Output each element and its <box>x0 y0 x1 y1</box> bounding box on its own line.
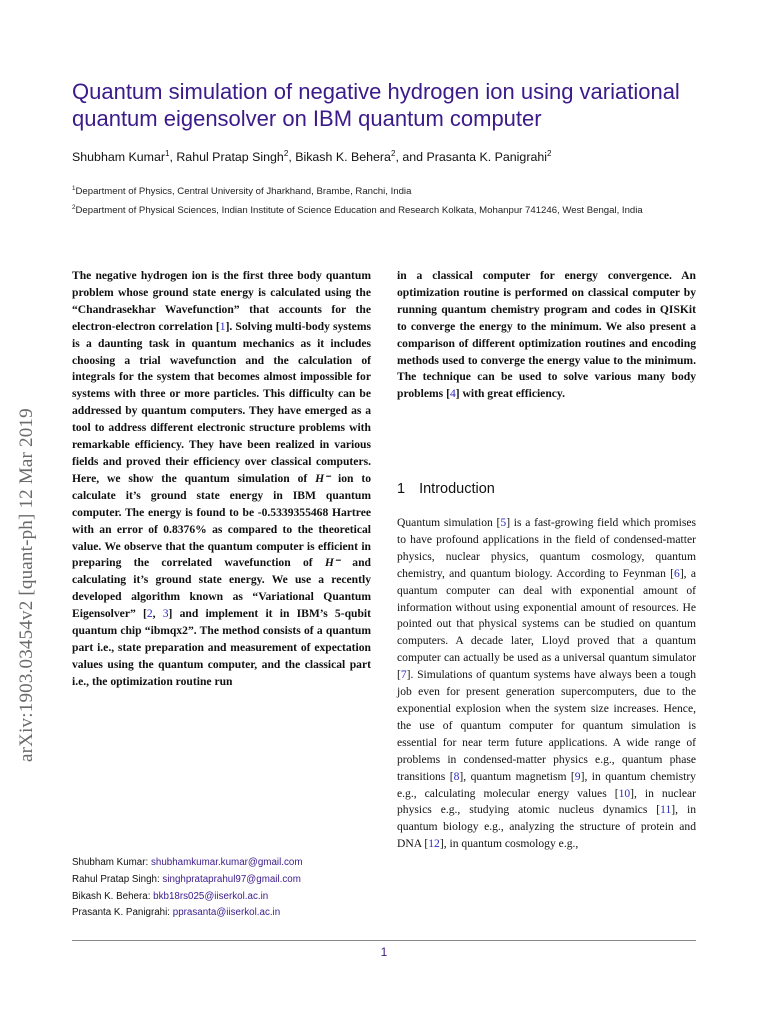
abstract-text: ] and implement it in IBM’s 5-qubit quantum chip “ibmqx2”. The method consists of a quantum part i.e., state preparation and measurement of expectation values using the quantum computer, and the classical part i.e., the optimization routine run <box>72 607 371 688</box>
email-link[interactable]: shubhamkumar.kumar@gmail.com <box>150 857 303 868</box>
citation-link[interactable]: 12 <box>428 837 440 851</box>
contact-name: Shubham Kumar: <box>72 857 149 868</box>
citation-link[interactable]: 1 <box>219 319 226 333</box>
body-text: ], in quantum biology e.g., analyzing the structure of protein and DNA [ <box>397 803 696 851</box>
contact-name: Bikash K. Behera: <box>72 890 151 902</box>
author-affil-marker: 2 <box>283 149 289 158</box>
affiliation-marker: 1 <box>72 185 76 192</box>
section-number: 1 <box>397 481 406 497</box>
email-link[interactable]: singhprataprahul97@gmail.com <box>162 873 301 885</box>
author-affil-marker: 1 <box>164 149 170 158</box>
citation-link[interactable]: 3 <box>162 607 169 621</box>
citation-link[interactable]: 5 <box>500 516 507 529</box>
abstract-right <box>397 268 696 403</box>
paper-title: Quantum simulation of negative hydrogen ion using variational quantum eigensolver on IBM quantum computer <box>72 79 680 131</box>
contact-line <box>72 872 382 889</box>
affiliation-text: Department of Physics, Central University of Jharkhand, Brambe, Ranchi, India <box>75 186 412 198</box>
body-text: ], quantum magnetism [ <box>459 769 575 783</box>
author-name: Prasanta K. Panigrahi <box>426 150 547 165</box>
abstract-text: ]. Solving multi-body systems is a daunting task in quantum mechanics as it includes choosing a trial wavefunction and the calculation of integrals for the system that becomes almost impossible for systems with three or more particles. This difficulty can be addressed by quantum computers. They have emerged as a tool to address different electronic structure problems with remarkable efficiency. They have been realized in various fields and proved their efficiency over classical computers. Here, we show the quantum simulation of <box>72 319 371 485</box>
abstract-text: ] with great efficiency. <box>455 387 565 401</box>
contact-line <box>72 889 382 906</box>
citation-link[interactable]: 4 <box>449 387 456 401</box>
citation-link[interactable]: 2 <box>146 607 153 621</box>
author-affil-marker: 2 <box>390 149 396 158</box>
math-h-minus: H⁻ <box>324 556 341 570</box>
section-heading <box>397 481 495 497</box>
author-name: Bikash K. Behera <box>295 150 391 165</box>
affiliation <box>72 199 712 219</box>
citation-link[interactable]: 10 <box>618 786 631 800</box>
email-link[interactable]: bkb18rs025@iiserkol.ac.in <box>153 890 269 902</box>
abstract-text: in a classical computer for energy convergence. An optimization routine is performed on classical computer by running quantum chemistry program and codes in QISKit to converge the energy to the minimum. We also present a comparison of different optimization routines and encoding methods used to converge the energy value to the minimum. The technique can be used to solve various many body problems [ <box>397 269 696 401</box>
body-text: ]. Simulations of quantum systems have always been a tough job even for present generation supercomputers, due to the exponential explosion when the system size increases. Hence, the use of quantum computer for quantum simulation is essential for near term future applications. A wide range of problems in condensed-matter physics e.g., quantum phase transitions [ <box>397 668 696 783</box>
body-text: ], in quantum cosmology e.g., <box>439 837 579 851</box>
contact-name: Rahul Pratap Singh: <box>72 873 160 885</box>
arxiv-stamp: arXiv:1903.03454v2 [quant-ph] 12 Mar 2019 <box>16 408 37 762</box>
page-number: 1 <box>380 945 388 959</box>
affiliation-marker: 2 <box>72 204 76 211</box>
body-text: ] is a fast-growing field which promises to have profound applications in the field of condensed-matter physics, nuclear physics, quantum cosmology, quantum chemistry, and quantum biology. According to Feynman [ <box>397 516 696 580</box>
body-text: Quantum simulation [ <box>397 516 501 529</box>
intro-paragraph <box>397 515 696 853</box>
citation-link[interactable]: 9 <box>574 769 581 783</box>
body-text: ], in quantum chemistry e.g., calculating molecular energy values [ <box>397 769 696 800</box>
citation-link[interactable]: 8 <box>453 769 460 783</box>
author-list: Shubham Kumar$^1$, Rahul Pratap Singh$^2$, Bikash K. Behera$^2$, and Prasanta K. Panigrahi$^2$ <box>72 149 552 165</box>
citation-link[interactable]: 11 <box>660 803 672 817</box>
contact-footnotes <box>72 855 382 922</box>
author-name: Rahul Pratap Singh <box>176 150 284 165</box>
section-title: Introduction <box>419 481 495 497</box>
author-name: Shubham Kumar <box>72 150 165 165</box>
abstract-text: ion to calculate it’s ground state energy in IBM quantum computer. The energy is found to be -0.5339355468 Hartree with an error of 0.8376% as compared to the theoretical value. We observe that the quantum computer is efficient in preparing the correlated wavefunction of <box>72 471 372 570</box>
affiliation <box>72 180 712 200</box>
abstract-text: The negative hydrogen ion is the first three body quantum problem whose ground state energy is calculated using the “Chandrasekhar Wavefunction” that accounts for the electron-electron correlation [ <box>72 269 371 333</box>
affiliation-text: Department of Physical Sciences, Indian Institute of Science Education and Research Kolkata, Mohanpur 741246, West Bengal, India <box>75 205 643 217</box>
email-link[interactable]: pprasanta@iiserkol.ac.in <box>172 907 281 919</box>
contact-line <box>72 905 382 922</box>
math-h-minus: H⁻ <box>315 471 331 485</box>
abstract-left: The negative hydrogen ion is the first three body quantum problem whose ground state energy is calculated using the “Chandrasekhar Wavefunction” that accounts for the electron-electron correlation [1]. Solving multi-body systems is a daunting task in quantum mechanics as it includes choosing a trial wavefunction and the calculation of integrals for the system that becomes almost impossible for systems with three or more particles. This difficulty can be addressed by quantum computers. They have emerged as a tool to address different electronic structure problems with remarkable efficiency. They have been realized in various fields and proved their efficiency over classical computers. Here, we show the quantum simulation of H⁻ ion to calculate it’s ground state energy in IBM quantum computer. The energy is found to be -0.5339355468 Hartree with an error of 0.8376% as compared to the theoretical value. We observe that the quantum computer is efficient in preparing the correlated wavefunction of H⁻ and calculating it’s ground state energy. We use a recently developed algorithm known as “Variational Quantum Eigensolver” [2, 3] and implement it in IBM’s 5-qubit quantum chip “ibmqx2”. The method consists of a quantum part i.e., state preparation and measurement of expectation values using the quantum computer, and the classical part i.e., the optimization routine run <box>72 269 372 688</box>
contact-line <box>72 855 382 872</box>
citation-link[interactable]: 7 <box>400 668 407 682</box>
footer-divider <box>72 940 696 941</box>
body-text: ], in nuclear physics e.g., studying atomic nucleus dynamics [ <box>397 786 697 817</box>
abstract-text: and calculating it’s ground state energy. We use a recently developed algorithm known as “Variational Quantum Eigensolver” [ <box>72 556 372 621</box>
body-text: ], a quantum computer can deal with exponential amount of information without using exponential amount of resources. He pointed out that physical systems can be studied on quantum computers. A decade later, Lloyd proved that a quantum computer can actually be used as a universal quantum simulator [ <box>397 566 696 682</box>
contact-name: Prasanta K. Panigrahi: <box>72 907 171 919</box>
citation-link[interactable]: 6 <box>674 566 680 580</box>
author-affil-marker: 2 <box>547 149 552 158</box>
